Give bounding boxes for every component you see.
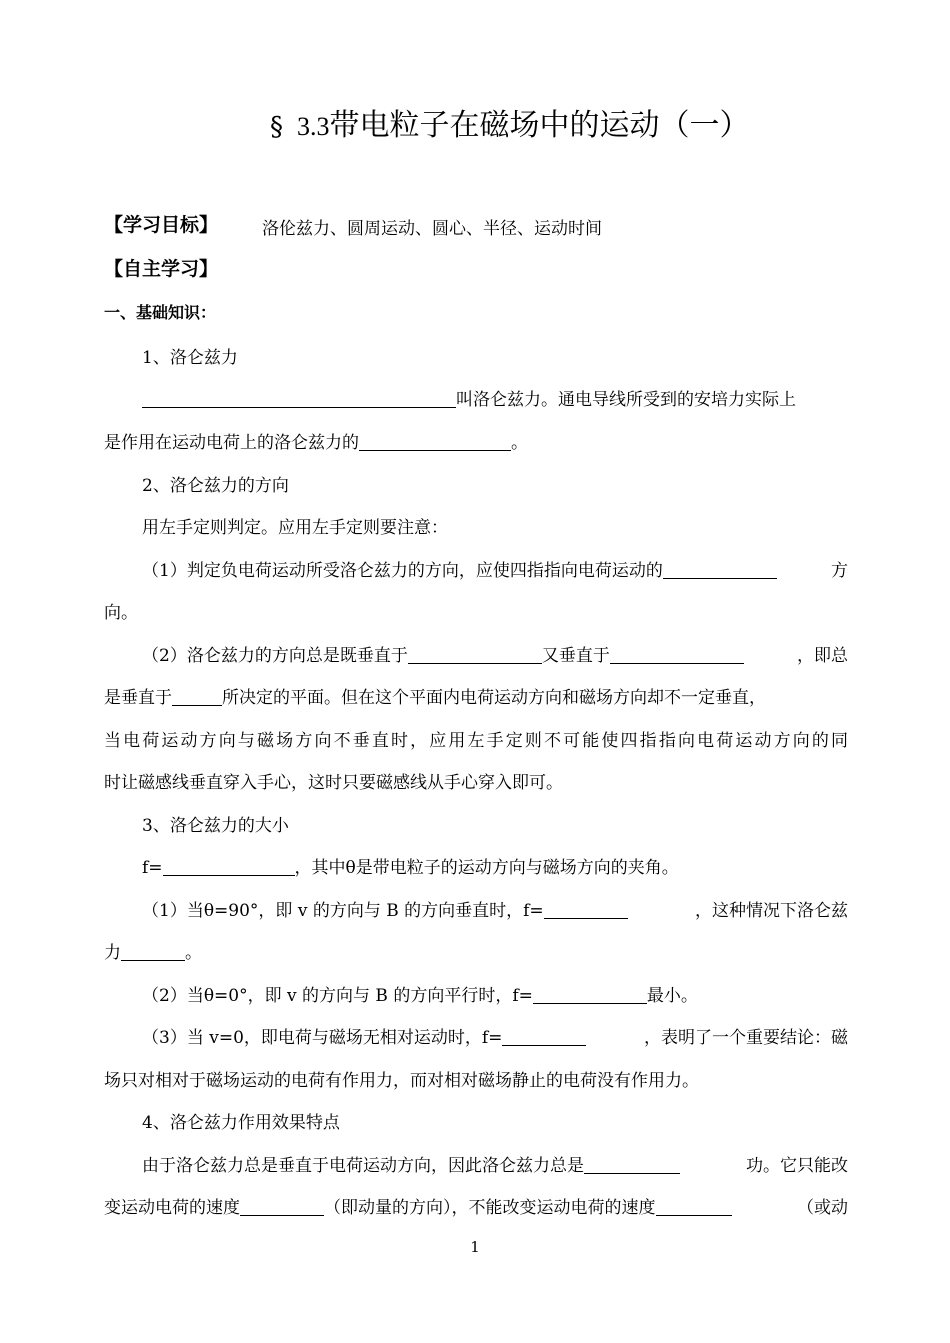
- section-2-point-2-line-4: 时让磁感线垂直穿入手心，这时只要磁感线从手心穿入即可。: [104, 773, 563, 793]
- answer-blank[interactable]: [163, 857, 295, 876]
- section-2-heading: 2、洛仑兹力的方向: [142, 476, 289, 496]
- answer-blank[interactable]: [502, 1027, 586, 1046]
- answer-blank[interactable]: [142, 389, 456, 408]
- answer-blank[interactable]: [172, 687, 222, 706]
- section-3-case-2: （2）当θ=0°，即 v 的方向与 B 的方向平行时，f= 最小。: [142, 986, 698, 1006]
- section-4-heading: 4、洛仑兹力作用效果特点: [142, 1113, 340, 1133]
- section-1-line-1: 叫洛仑兹力。通电导线所受到的安培力实际上: [142, 385, 848, 410]
- title-text: 带电粒子在磁场中的运动（一）: [329, 108, 750, 143]
- self-study-label: 【自主学习】: [104, 258, 219, 280]
- answer-blank[interactable]: [408, 645, 542, 664]
- section-3-case-3: （3）当 v=0，即电荷与磁场无相对运动时，f= ，表明了一个重要结论：磁: [142, 1028, 848, 1048]
- answer-blank[interactable]: [240, 1197, 324, 1216]
- section-1-line-2: 是作用在运动电荷上的洛仑兹力的 。: [104, 433, 528, 453]
- section-3-case-1-cont: 力 。: [104, 943, 202, 963]
- section-2-point-1-cont: 向。: [104, 603, 138, 623]
- goals-text: 洛伦兹力、圆周运动、圆心、半径、运动时间: [262, 219, 602, 239]
- answer-blank[interactable]: [533, 985, 647, 1004]
- section-4-line-1: 由于洛仑兹力总是垂直于电荷运动方向，因此洛仑兹力总是 功。它只能改: [142, 1156, 848, 1176]
- section-3-case-1: （1）当θ=90°，即 v 的方向与 B 的方向垂直时，f= ，这种情况下洛仑兹: [142, 901, 848, 921]
- section-2-point-1: （1）判定负电荷运动所受洛仑兹力的方向，应使四指指向电荷运动的 方: [142, 561, 848, 581]
- answer-blank[interactable]: [359, 432, 511, 451]
- answer-blank[interactable]: [663, 560, 777, 579]
- section-2-point-2-line-3: 当电荷运动方向与磁场方向不垂直时，应用左手定则不可能使四指指向电荷运动方向的同: [104, 731, 848, 751]
- answer-blank[interactable]: [121, 942, 185, 961]
- answer-blank[interactable]: [544, 900, 628, 919]
- goals-label: 【学习目标】: [104, 214, 219, 236]
- answer-blank[interactable]: [610, 645, 744, 664]
- section-3-formula-line: f= ，其中θ是带电粒子的运动方向与磁场方向的夹角。: [142, 858, 679, 878]
- answer-blank[interactable]: [656, 1197, 732, 1216]
- section-3-heading: 3、洛仑兹力的大小: [142, 816, 289, 836]
- page-title: [270, 100, 910, 144]
- page-number: 1: [470, 1238, 480, 1256]
- section-2-intro: 用左手定则判定。应用左手定则要注意：: [142, 518, 448, 538]
- section-3-case-3-cont: 场只对相对于磁场运动的电荷有作用力，而对相对磁场静止的电荷没有作用力。: [104, 1071, 699, 1091]
- section-2-point-2: （2）洛仑兹力的方向总是既垂直于 又垂直于 ，即总: [142, 646, 848, 666]
- basic-knowledge-heading: 一、基础知识：: [104, 303, 217, 322]
- section-2-point-2-line-2: 是垂直于 所决定的平面。但在这个平面内电荷运动方向和磁场方向却不一定垂直，: [104, 688, 766, 708]
- section-symbol: §: [270, 112, 283, 142]
- section-number: 3.3: [297, 112, 330, 141]
- answer-blank[interactable]: [584, 1155, 680, 1174]
- section-1-heading: 1、洛仑兹力: [142, 348, 238, 368]
- section-4-line-2: 变运动电荷的速度 （即动量的方向），不能改变运动电荷的速度 （或动: [104, 1198, 848, 1218]
